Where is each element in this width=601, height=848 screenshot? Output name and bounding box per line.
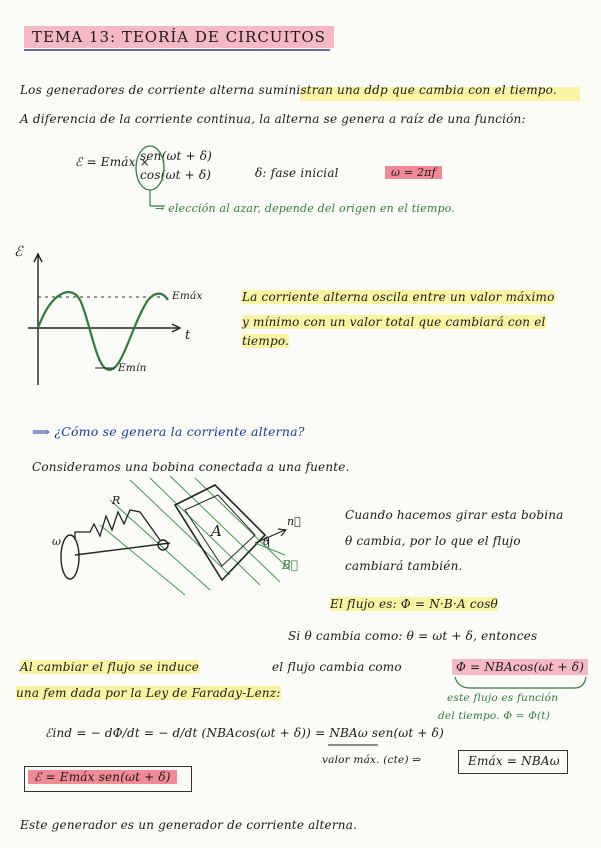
faraday-equation: ℰind = − dΦ/dt = − d/dt (NBAcos(ωt + δ)) = NBAω sen(ωt + δ): [45, 726, 444, 740]
explain-line-1: Cuando hacemos girar esta bobina: [345, 508, 564, 522]
intro-line-2: A diferencia de la corriente continua, la alterna se genera a raíz de una función:: [20, 112, 526, 126]
emf-cos-term: cos(ωt + δ): [140, 168, 212, 182]
omega-definition: ω = 2πf: [385, 166, 442, 179]
flux-change-text: el flujo cambia como: [272, 660, 402, 674]
result-equation: ℰ = Emáx sen(ωt + δ): [28, 770, 177, 784]
flux-note-line-1: este flujo es función: [447, 692, 559, 704]
graph-min-label: Emín: [118, 362, 147, 374]
theta-condition: Si θ cambia como: θ = ωt + δ, entonces: [288, 629, 538, 643]
emf-sin-term: sen(ωt + δ): [140, 149, 213, 163]
consider-text: Consideramos una bobina conectada a una fuente.: [32, 460, 350, 474]
explain-line-3: cambiará también.: [345, 559, 463, 573]
graph-max-label: Emáx: [172, 290, 203, 302]
graph-description-line-1: La corriente alterna oscila entre un valor máximo: [242, 290, 555, 304]
max-value-label: valor máx. (cte) ⇒: [322, 754, 422, 766]
diagram-field: B⃗: [282, 558, 299, 572]
explain-line-2: θ cambia, por lo que el flujo: [345, 534, 521, 548]
choice-note: → elección al azar, depende del origen en el tiempo.: [155, 202, 456, 215]
diagram-theta: θ: [263, 535, 270, 548]
diagram-area-label: A: [211, 522, 223, 540]
flux-note-line-2: del tiempo. Φ = Φ(t): [438, 710, 551, 722]
graph-description-line-3: tiempo.: [242, 334, 290, 348]
diagram-resistor-label: R: [112, 494, 121, 507]
graph-description-line-2: y mínimo con un valor total que cambiará con el: [242, 315, 546, 329]
graph-y-label: ℰ: [14, 244, 23, 260]
flux-equation: El flujo es: Φ = N·B·A cosθ: [330, 597, 498, 611]
diagram-omega: ω: [52, 535, 62, 548]
intro-line-1: Los generadores de corriente alterna suministran una ddp que cambia con el tiempo.: [20, 83, 557, 97]
phase-note: δ: fase inicial: [255, 166, 339, 180]
induce-line-2: una fem dada por la Ley de Faraday-Lenz:: [16, 686, 281, 700]
flux-time-equation: Φ = NBAcos(ωt + δ): [452, 659, 588, 675]
graph-x-label: t: [185, 328, 191, 343]
diagram-normal: n⃗: [287, 515, 301, 528]
conclusion-text: Este generador es un generador de corriente alterna.: [20, 818, 358, 832]
page-title: TEMA 13: TEORÍA DE CIRCUITOS: [24, 26, 334, 48]
emf-formula-lhs: ℰ = Emáx ×: [75, 155, 150, 169]
emax-value: Emáx = NBAω: [468, 754, 560, 768]
induce-line-1: Al cambiar el flujo se induce: [20, 660, 199, 674]
question-heading: ⟹ ¿Cómo se genera la corriente alterna?: [32, 424, 305, 439]
